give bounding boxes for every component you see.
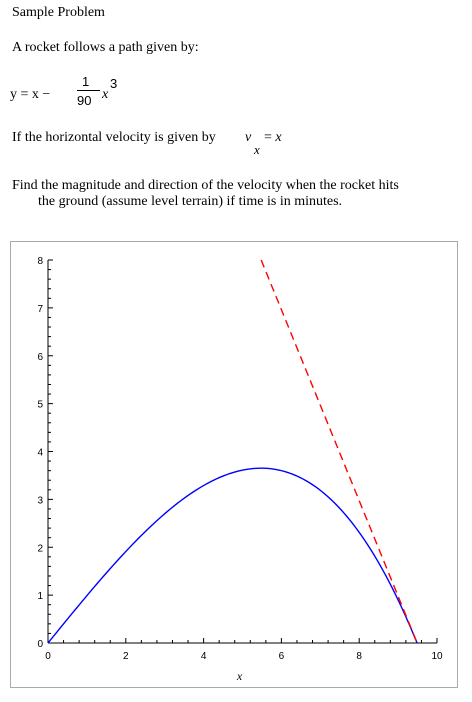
x-tick-label: 4 (200, 651, 207, 662)
y-tick-label: 5 (37, 399, 43, 411)
y-tick-label: 1 (37, 591, 43, 603)
question-line-2: the ground (assume level terrain) if time is in minutes. (38, 194, 343, 209)
equation-numerator: 1 (82, 74, 90, 89)
y-tick-label: 7 (37, 303, 43, 315)
x-tick-label: 6 (278, 651, 285, 662)
y-tick-label: 4 (37, 447, 43, 459)
x-tick-label: 0 (45, 651, 51, 662)
y-tick-label: 8 (37, 256, 43, 267)
y-tick-label: 0 (37, 639, 43, 650)
rhs-variable: x (275, 130, 282, 145)
equation-exponent: 3 (110, 76, 118, 91)
velocity-rhs (264, 130, 282, 146)
velocity-condition (12, 128, 312, 160)
condition-text: If the horizontal velocity is given by (12, 130, 216, 145)
x-tick-label: 8 (356, 651, 362, 662)
path-equation (10, 74, 150, 114)
x-tick-label: 10 (431, 651, 443, 662)
x-axis-label: x (236, 669, 243, 683)
equation-denominator: 90 (77, 93, 92, 108)
equals-sign: = (264, 130, 272, 145)
trajectory-chart (11, 242, 457, 687)
y-tick-label: 2 (37, 543, 43, 555)
velocity-symbol: v (245, 130, 252, 145)
velocity-subscript: x (254, 142, 260, 157)
plot-frame (10, 241, 458, 688)
equation-variable: x (102, 87, 109, 102)
y-tick-label: 3 (37, 495, 43, 507)
fraction-bar (77, 90, 100, 91)
question-line-1: Find the magnitude and direction of the velocity when the rocket hits (12, 178, 399, 193)
intro-text: A rocket follows a path given by: (12, 40, 199, 55)
document-title: Sample Problem (12, 5, 105, 20)
tangent-line-series (261, 260, 417, 643)
equation-lhs: y = x − (10, 87, 51, 102)
x-tick-label: 2 (123, 651, 129, 662)
trajectory-curve-series (48, 468, 417, 643)
y-tick-label: 6 (37, 351, 43, 363)
